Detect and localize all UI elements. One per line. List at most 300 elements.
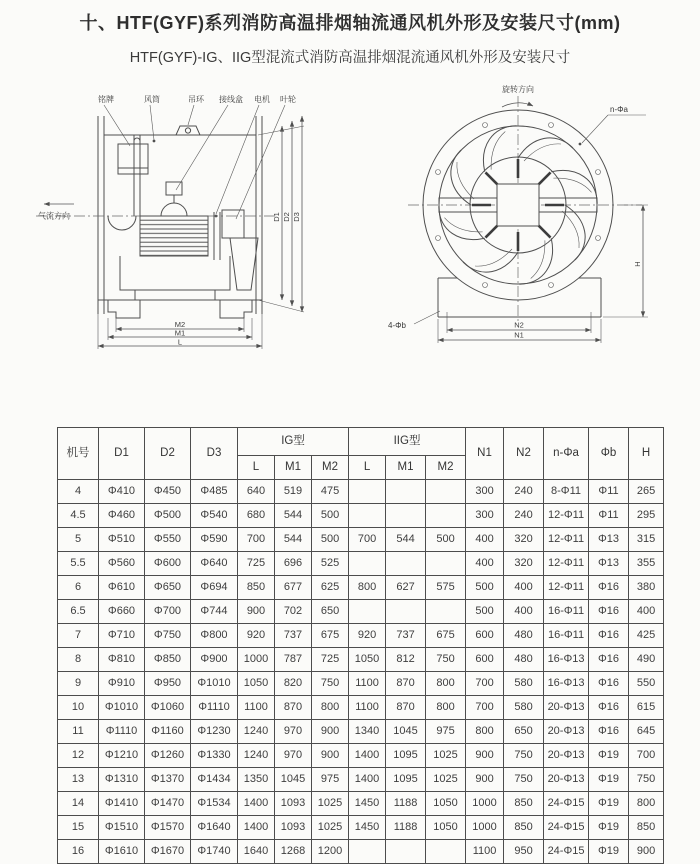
table-cell: Φ1110 — [191, 696, 238, 720]
airflow-direction-label: 气流方向 — [38, 211, 70, 221]
table-cell: Φ450 — [145, 480, 191, 504]
table-cell: Φ1470 — [145, 792, 191, 816]
table-cell: 24-Φ15 — [544, 792, 589, 816]
table-cell: Φ11 — [589, 480, 629, 504]
part-label-motor: 电机 — [254, 95, 270, 104]
table-cell: Φ560 — [99, 552, 145, 576]
table-cell: 850 — [504, 816, 544, 840]
table-cell: 737 — [275, 624, 312, 648]
col-header-n2: N2 — [504, 428, 544, 480]
table-cell: 1025 — [312, 792, 349, 816]
table-cell: 550 — [629, 672, 664, 696]
table-cell — [386, 504, 426, 528]
table-cell: 900 — [312, 720, 349, 744]
table-cell: 820 — [275, 672, 312, 696]
part-label-duct: 风筒 — [144, 95, 160, 104]
table-cell: Φ650 — [145, 576, 191, 600]
table-cell: 1050 — [349, 648, 386, 672]
table-cell: 1450 — [349, 792, 386, 816]
table-cell: Φ510 — [99, 528, 145, 552]
table-cell — [349, 600, 386, 624]
table-cell: Φ1110 — [99, 720, 145, 744]
table-cell: 900 — [238, 600, 275, 624]
support-base — [108, 256, 252, 318]
table-cell: Φ1640 — [191, 816, 238, 840]
table-cell: 500 — [312, 504, 349, 528]
col-header-d3: D3 — [191, 428, 238, 480]
table-cell: Φ16 — [589, 600, 629, 624]
table-cell: 675 — [312, 624, 349, 648]
table-cell: 850 — [504, 792, 544, 816]
table-row — [58, 696, 664, 720]
table-cell: 10 — [58, 696, 99, 720]
col-header-ig-m1: M1 — [275, 456, 312, 480]
table-cell: 970 — [275, 720, 312, 744]
dim-label-d2: D2 — [282, 212, 291, 222]
table-cell: 970 — [275, 744, 312, 768]
table-cell: 800 — [426, 696, 466, 720]
table-cell: 1095 — [386, 744, 426, 768]
table-cell: Φ810 — [99, 648, 145, 672]
table-cell: Φ19 — [589, 744, 629, 768]
flange-holes-label: n-Φa — [610, 105, 628, 114]
table-cell: 1050 — [426, 816, 466, 840]
col-header-ig-l: L — [238, 456, 275, 480]
table-cell: 5.5 — [58, 552, 99, 576]
table-cell: 750 — [629, 768, 664, 792]
table-cell: 1100 — [238, 696, 275, 720]
table-cell: Φ16 — [589, 672, 629, 696]
table-cell: 950 — [504, 840, 544, 864]
table-cell: 1093 — [275, 792, 312, 816]
table-cell: Φ1160 — [145, 720, 191, 744]
table-cell: 315 — [629, 528, 664, 552]
table-cell: 16-Φ11 — [544, 624, 589, 648]
col-group-ig: IG型 — [238, 428, 349, 456]
table-cell: Φ19 — [589, 768, 629, 792]
table-cell: 320 — [504, 528, 544, 552]
table-cell: Φ1410 — [99, 792, 145, 816]
table-cell: 15 — [58, 816, 99, 840]
col-header-d1: D1 — [99, 428, 145, 480]
table-cell — [386, 552, 426, 576]
table-cell: 355 — [629, 552, 664, 576]
table-cell: 11 — [58, 720, 99, 744]
table-cell: Φ710 — [99, 624, 145, 648]
table-cell: 1340 — [349, 720, 386, 744]
table-cell: Φ1670 — [145, 840, 191, 864]
table-cell — [386, 600, 426, 624]
table-cell: 1640 — [238, 840, 275, 864]
table-cell: 725 — [312, 648, 349, 672]
table-row — [58, 624, 664, 648]
table-cell: 800 — [466, 720, 504, 744]
table-cell: 677 — [275, 576, 312, 600]
table-cell: Φ1260 — [145, 744, 191, 768]
table-cell: 16 — [58, 840, 99, 864]
table-cell: Φ16 — [589, 648, 629, 672]
table-row — [58, 792, 664, 816]
col-header-machine-no: 机号 — [58, 428, 99, 480]
table-cell: 13 — [58, 768, 99, 792]
table-cell: 1188 — [386, 816, 426, 840]
table-cell: 1240 — [238, 720, 275, 744]
table-cell: 480 — [504, 648, 544, 672]
table-row — [58, 576, 664, 600]
table-cell: 4.5 — [58, 504, 99, 528]
table-cell — [426, 480, 466, 504]
table-cell: 870 — [386, 672, 426, 696]
table-cell: 500 — [426, 528, 466, 552]
table-cell: 850 — [629, 816, 664, 840]
table-cell: 400 — [466, 528, 504, 552]
table-cell: Φ1310 — [99, 768, 145, 792]
table-cell: 787 — [275, 648, 312, 672]
table-cell: 519 — [275, 480, 312, 504]
table-cell: 295 — [629, 504, 664, 528]
col-group-iig: IIG型 — [349, 428, 466, 456]
table-cell: 700 — [238, 528, 275, 552]
table-cell — [349, 552, 386, 576]
table-cell: 615 — [629, 696, 664, 720]
front-view-drawing — [384, 82, 694, 367]
table-cell: Φ1570 — [145, 816, 191, 840]
table-row — [58, 648, 664, 672]
part-label-nameplate: 铭牌 — [98, 95, 114, 104]
table-cell: Φ1510 — [99, 816, 145, 840]
table-cell: 12-Φ11 — [544, 504, 589, 528]
table-cell — [349, 504, 386, 528]
table-cell: Φ640 — [191, 552, 238, 576]
table-cell: Φ19 — [589, 792, 629, 816]
table-row — [58, 768, 664, 792]
table-cell: Φ590 — [191, 528, 238, 552]
part-label-lifting-ring: 吊环 — [188, 95, 204, 104]
table-cell: 1400 — [238, 816, 275, 840]
length-dimensions — [98, 314, 262, 349]
table-cell: 1100 — [466, 840, 504, 864]
table-cell: Φ16 — [589, 576, 629, 600]
table-cell: 737 — [386, 624, 426, 648]
table-cell: 1025 — [312, 816, 349, 840]
table-cell: 300 — [466, 480, 504, 504]
table-cell: Φ11 — [589, 504, 629, 528]
flange-holes-callout — [579, 105, 646, 145]
table-cell: 240 — [504, 504, 544, 528]
table-cell: 8 — [58, 648, 99, 672]
table-cell: 1000 — [238, 648, 275, 672]
table-cell: 870 — [386, 696, 426, 720]
table-cell — [426, 504, 466, 528]
page-subtitle: HTF(GYF)-IG、IIG型混流式消防高温排烟混流通风机外形及安装尺寸 — [129, 50, 571, 66]
table-cell: 702 — [275, 600, 312, 624]
table-cell: Φ800 — [191, 624, 238, 648]
col-header-h: H — [629, 428, 664, 480]
base-holes-label: 4-Φb — [388, 321, 406, 330]
table-cell: Φ700 — [145, 600, 191, 624]
table-cell: 475 — [312, 480, 349, 504]
table-cell: 1095 — [386, 768, 426, 792]
motor-assembly — [108, 182, 208, 256]
table-cell: 1268 — [275, 840, 312, 864]
table-row — [58, 600, 664, 624]
table-cell: 696 — [275, 552, 312, 576]
table-cell: 6.5 — [58, 600, 99, 624]
table-row — [58, 672, 664, 696]
dim-label-m1: M1 — [174, 328, 186, 338]
table-cell: 680 — [238, 504, 275, 528]
table-cell: 12-Φ11 — [544, 552, 589, 576]
table-cell: 1100 — [349, 672, 386, 696]
table-cell: Φ460 — [99, 504, 145, 528]
table-cell: Φ1230 — [191, 720, 238, 744]
table-cell: 12 — [58, 744, 99, 768]
dimensions-table — [57, 427, 664, 864]
table-row — [58, 480, 664, 504]
dim-label-d1: D1 — [272, 212, 281, 222]
table-cell: 700 — [466, 696, 504, 720]
table-cell: Φ694 — [191, 576, 238, 600]
table-cell: 725 — [238, 552, 275, 576]
table-cell: 1050 — [238, 672, 275, 696]
table-cell: 380 — [629, 576, 664, 600]
table-cell: 700 — [349, 528, 386, 552]
table-cell: 240 — [504, 480, 544, 504]
table-cell: 700 — [629, 744, 664, 768]
table-cell: 16-Φ13 — [544, 672, 589, 696]
table-cell: 1400 — [349, 768, 386, 792]
table-cell: 1045 — [275, 768, 312, 792]
base-holes-callout — [388, 311, 440, 330]
table-cell — [426, 600, 466, 624]
table-cell: 1350 — [238, 768, 275, 792]
table-cell: 265 — [629, 480, 664, 504]
table-cell: 20-Φ13 — [544, 696, 589, 720]
table-cell: 544 — [386, 528, 426, 552]
table-cell: Φ850 — [145, 648, 191, 672]
col-header-d2: D2 — [145, 428, 191, 480]
table-cell: 750 — [312, 672, 349, 696]
table-cell: 650 — [504, 720, 544, 744]
table-cell: 975 — [312, 768, 349, 792]
table-cell: 1025 — [426, 768, 466, 792]
table-cell: 1000 — [466, 816, 504, 840]
table-cell: 6 — [58, 576, 99, 600]
col-header-iig-l: L — [349, 456, 386, 480]
table-cell: 1045 — [386, 720, 426, 744]
table-cell: Φ1010 — [191, 672, 238, 696]
table-cell: 1450 — [349, 816, 386, 840]
table-cell: 800 — [629, 792, 664, 816]
page-title: 十、HTF(GYF)系列消防高温排烟轴流通风机外形及安装尺寸(mm) — [79, 13, 621, 33]
dim-label-l: L — [177, 337, 183, 347]
table-cell: 850 — [238, 576, 275, 600]
table-cell: Φ540 — [191, 504, 238, 528]
table-cell: 9 — [58, 672, 99, 696]
table-cell: 900 — [629, 840, 664, 864]
table-cell: 1188 — [386, 792, 426, 816]
table-cell: 8-Φ11 — [544, 480, 589, 504]
table-cell: 600 — [466, 624, 504, 648]
table-cell: 645 — [629, 720, 664, 744]
table-cell: 1093 — [275, 816, 312, 840]
table-cell: 920 — [349, 624, 386, 648]
table-cell: 300 — [466, 504, 504, 528]
table-cell: 20-Φ13 — [544, 744, 589, 768]
table-cell: Φ1210 — [99, 744, 145, 768]
part-labels — [98, 94, 296, 219]
dim-label-m2: M2 — [174, 320, 186, 329]
table-cell: 480 — [504, 624, 544, 648]
table-cell: Φ750 — [145, 624, 191, 648]
table-cell: Φ910 — [99, 672, 145, 696]
table-cell: 800 — [349, 576, 386, 600]
table-row — [58, 528, 664, 552]
table-cell: 625 — [312, 576, 349, 600]
table-cell: 12-Φ11 — [544, 576, 589, 600]
table-cell: 5 — [58, 528, 99, 552]
table-cell: 675 — [426, 624, 466, 648]
table-cell: 1240 — [238, 744, 275, 768]
table-header — [58, 428, 664, 480]
table-cell: 900 — [312, 744, 349, 768]
table-cell: Φ1434 — [191, 768, 238, 792]
table-cell — [386, 480, 426, 504]
table-cell: 1000 — [466, 792, 504, 816]
table-cell: Φ660 — [99, 600, 145, 624]
table-cell: 1050 — [426, 792, 466, 816]
part-label-impeller: 叶轮 — [280, 95, 296, 104]
table-cell: 800 — [312, 696, 349, 720]
part-label-junction-box: 接线盒 — [219, 95, 243, 104]
table-cell: Φ744 — [191, 600, 238, 624]
table-cell: 575 — [426, 576, 466, 600]
table-cell: Φ410 — [99, 480, 145, 504]
table-cell: Φ16 — [589, 696, 629, 720]
table-cell: Φ13 — [589, 528, 629, 552]
table-cell: 400 — [504, 600, 544, 624]
table-cell: Φ1060 — [145, 696, 191, 720]
table-cell: 320 — [504, 552, 544, 576]
table-cell: 500 — [466, 600, 504, 624]
table-cell: 544 — [275, 528, 312, 552]
table-cell: 750 — [426, 648, 466, 672]
table-cell: 544 — [275, 504, 312, 528]
table-cell: 400 — [504, 576, 544, 600]
table-row — [58, 720, 664, 744]
dim-label-n1: N1 — [514, 330, 524, 340]
table-row — [58, 744, 664, 768]
table-cell: 1400 — [349, 744, 386, 768]
table-cell: 870 — [275, 696, 312, 720]
table-cell: 400 — [466, 552, 504, 576]
table-cell: 900 — [466, 744, 504, 768]
table-cell: 20-Φ13 — [544, 720, 589, 744]
table-cell: 650 — [312, 600, 349, 624]
table-cell: 1100 — [349, 696, 386, 720]
dim-label-n2: N2 — [514, 320, 524, 330]
table-cell: 525 — [312, 552, 349, 576]
table-cell: 1200 — [312, 840, 349, 864]
table-cell — [426, 552, 466, 576]
table-cell: Φ1740 — [191, 840, 238, 864]
table-cell: Φ1010 — [99, 696, 145, 720]
table-cell: Φ1370 — [145, 768, 191, 792]
side-view-drawing — [30, 86, 350, 364]
table-cell: 700 — [466, 672, 504, 696]
col-header-ig-m2: M2 — [312, 456, 349, 480]
table-cell: Φ500 — [145, 504, 191, 528]
col-header-n1: N1 — [466, 428, 504, 480]
table-cell: 14 — [58, 792, 99, 816]
table-cell: Φ1330 — [191, 744, 238, 768]
front-dimensions — [438, 205, 648, 343]
col-header-iig-m2: M2 — [426, 456, 466, 480]
table-cell: 490 — [629, 648, 664, 672]
table-cell: 1025 — [426, 744, 466, 768]
table-cell: 580 — [504, 696, 544, 720]
table-cell: 4 — [58, 480, 99, 504]
table-cell — [349, 480, 386, 504]
table-cell: 750 — [504, 744, 544, 768]
table-cell: 24-Φ15 — [544, 840, 589, 864]
dim-label-d3: D3 — [292, 212, 301, 222]
table-cell: Φ1610 — [99, 840, 145, 864]
table-cell: 16-Φ11 — [544, 600, 589, 624]
table-cell: Φ19 — [589, 816, 629, 840]
table-cell: 800 — [426, 672, 466, 696]
table-cell: 12-Φ11 — [544, 528, 589, 552]
table-cell: 920 — [238, 624, 275, 648]
table-body — [58, 480, 664, 864]
col-header-iig-m1: M1 — [386, 456, 426, 480]
table-cell: 20-Φ13 — [544, 768, 589, 792]
table-cell: 627 — [386, 576, 426, 600]
leader-dot — [153, 140, 156, 143]
col-header-base-hole: Φb — [589, 428, 629, 480]
table-cell: Φ1534 — [191, 792, 238, 816]
table-cell: 24-Φ15 — [544, 816, 589, 840]
table-cell: 600 — [466, 648, 504, 672]
table-cell: Φ950 — [145, 672, 191, 696]
table-cell: 400 — [629, 600, 664, 624]
table-cell: 750 — [504, 768, 544, 792]
table-cell: Φ600 — [145, 552, 191, 576]
rotation-arrow-icon — [502, 103, 533, 107]
table-cell: 640 — [238, 480, 275, 504]
table-cell: 500 — [466, 576, 504, 600]
table-cell: Φ550 — [145, 528, 191, 552]
table-cell: Φ19 — [589, 840, 629, 864]
table-cell: Φ13 — [589, 552, 629, 576]
table-cell: Φ485 — [191, 480, 238, 504]
table-cell: 500 — [312, 528, 349, 552]
table-cell: Φ610 — [99, 576, 145, 600]
part-leader-lines — [104, 105, 285, 219]
table-cell: 425 — [629, 624, 664, 648]
table-cell: 580 — [504, 672, 544, 696]
dim-label-h: H — [633, 261, 642, 267]
table-cell: 1400 — [238, 792, 275, 816]
rotation-direction-label: 旋转方向 — [502, 85, 534, 94]
table-cell: 7 — [58, 624, 99, 648]
table-cell: Φ900 — [191, 648, 238, 672]
table-row — [58, 504, 664, 528]
col-header-flange-holes: n-Φa — [544, 428, 589, 480]
table-row — [58, 552, 664, 576]
table-cell: 812 — [386, 648, 426, 672]
table-cell: 900 — [466, 768, 504, 792]
